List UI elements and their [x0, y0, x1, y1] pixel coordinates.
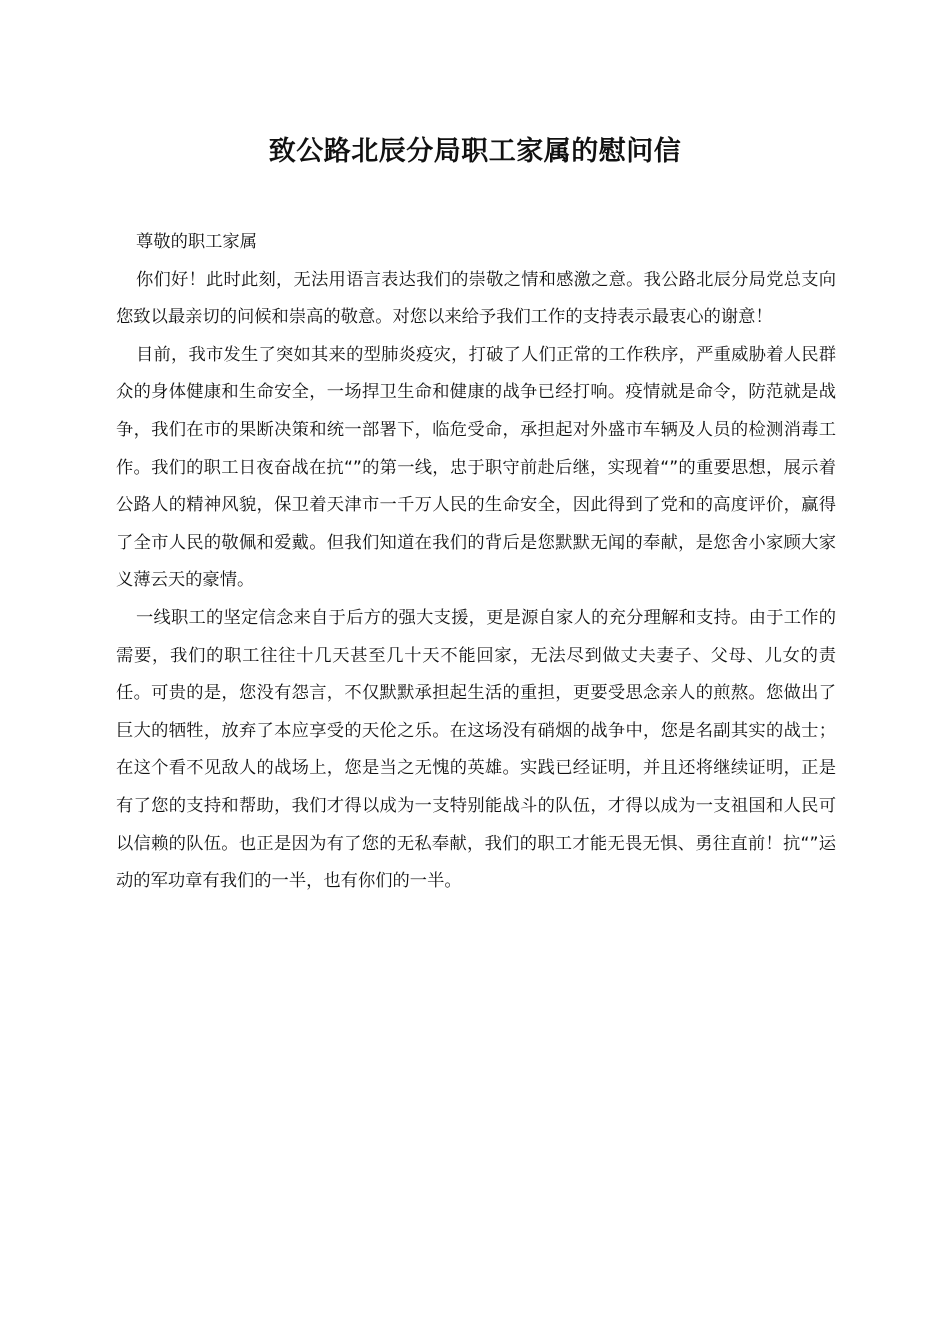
letter-title: 致公路北辰分局职工家属的慰问信	[268, 136, 682, 167]
paragraph-gratitude: 一线职工的坚定信念来自于后方的强大支援，更是源自家人的充分理解和支持。由于工作的需要，我们的职工往往十几天甚至几十天不能回家，无法尽到做丈夫妻子、父母、儿女的责任。可贵的是，您没有怨言，不仅默默承担起生活的重担，更要受思念亲人的煎熬。您做出了巨大的牺牲，放弃了本应享受的天伦之乐。在这场没有硝烟的战争中，您是名副其实的战士；在这个看不见敌人的战场上，您是当之无愧的英雄。实践已经证明，并且还将继续证明，正是有了您的支持和帮助，我们才得以成为一支特别能战斗的队伍，才得以成为一支祖国和人民可以信赖的队伍。也正是因为有了您的无私奉献，我们的职工才能无畏无惧、勇往直前！抗“”运动的军功章有我们的一半，也有你们的一半。	[116, 607, 836, 892]
paragraph-situation: 目前，我市发生了突如其来的型肺炎疫灾，打破了人们正常的工作秩序，严重威胁着人民群众的身体健康和生命安全，一场捍卫生命和健康的战争已经打响。疫情就是命令，防范就是战争，我们在市的果断决策和统一部署下，临危受命，承担起对外盛市车辆及人员的检测消毒工作。我们的职工日夜奋战在抗“”的第一线，忠于职守前赴后继，实现着“”的重要思想，展示着公路人的精神风貌，保卫着天津市一千万人民的生命安全，因此得到了党和的高度评价，赢得了全市人民的敬佩和爱戴。但我们知道在我们的背后是您默默无闻的奉献，是您舍小家顾大家义薄云天的豪情。	[116, 344, 836, 591]
salutation: 尊敬的职工家属	[136, 232, 257, 252]
paragraph-greeting: 你们好！此时此刻，无法用语言表达我们的崇敬之情和感激之意。我公路北辰分局党总支向您致以最亲切的问候和崇高的敬意。对您以来给予我们工作的支持表示最衷心的谢意！	[116, 269, 836, 328]
letter-body	[116, 224, 836, 901]
